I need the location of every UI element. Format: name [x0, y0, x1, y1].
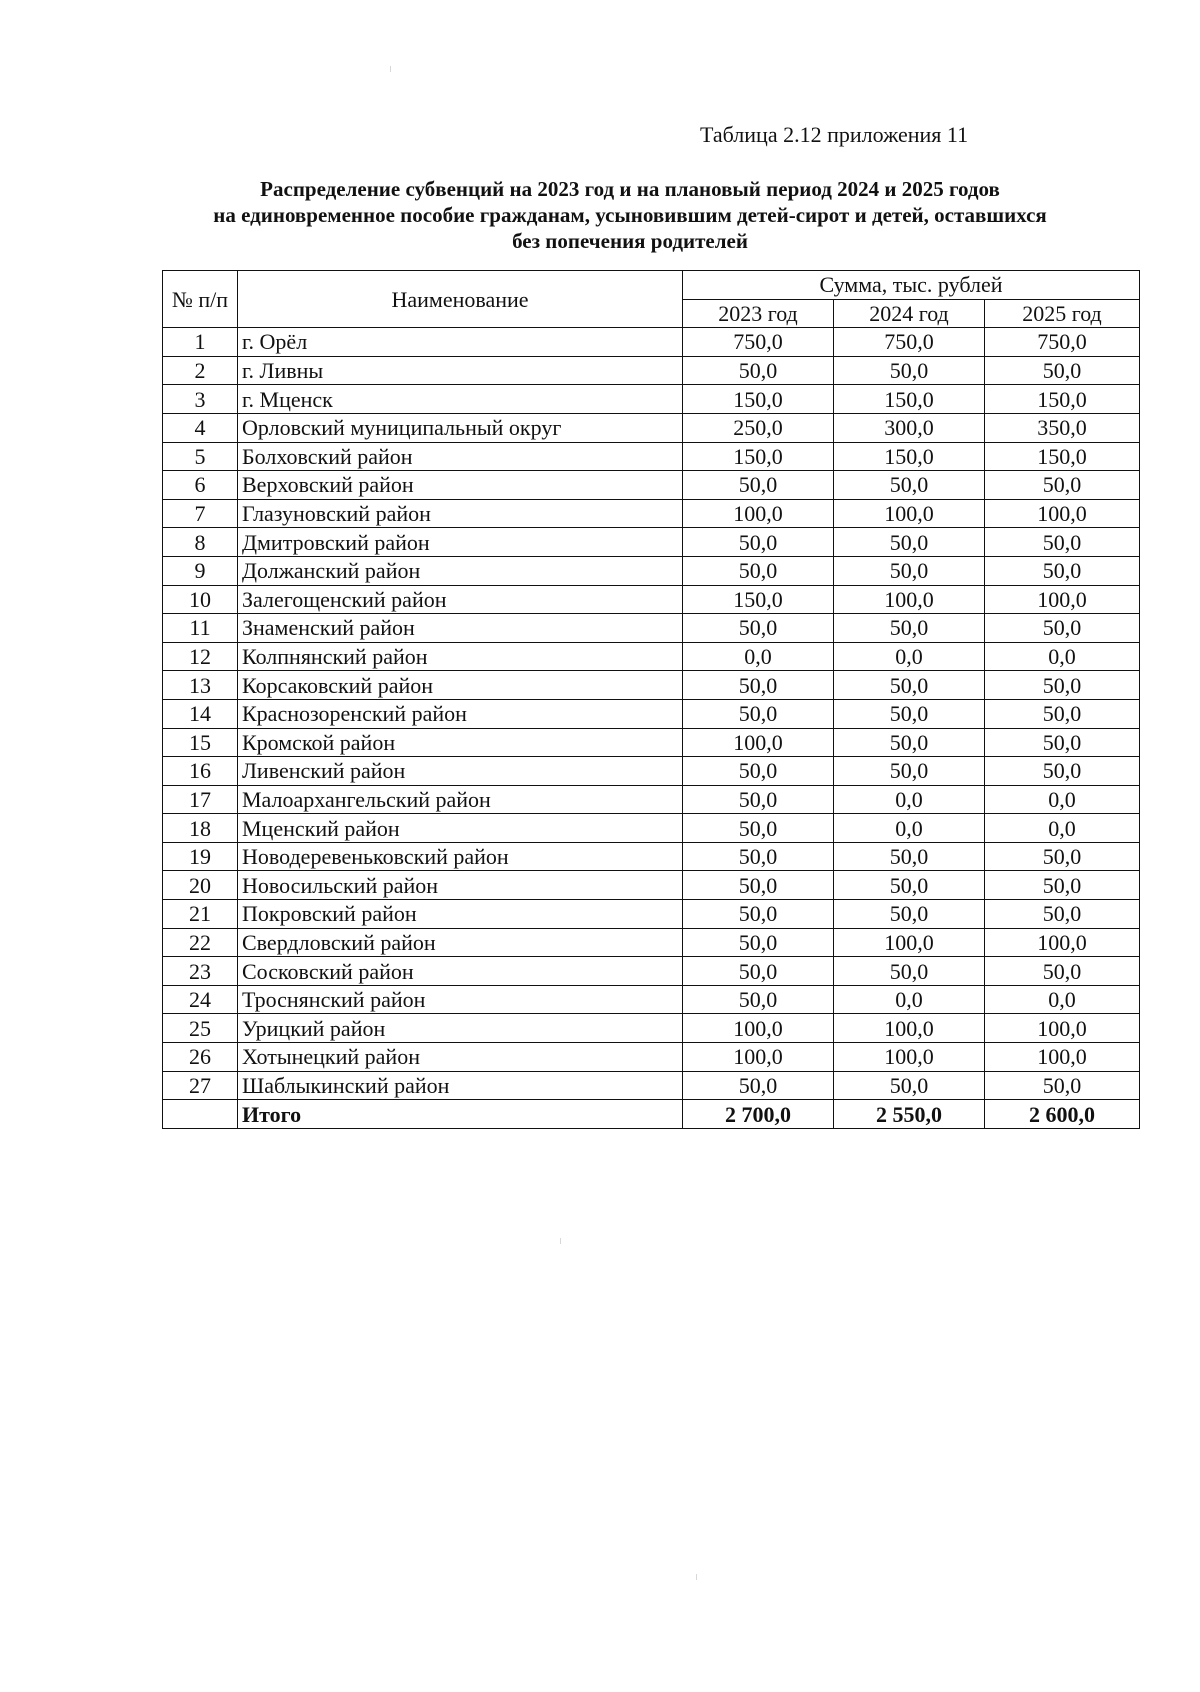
row-value-2025: 50,0: [985, 528, 1140, 557]
row-value-2023: 50,0: [683, 471, 834, 500]
table-row: [163, 442, 1140, 471]
row-value-2024: 50,0: [834, 671, 985, 700]
row-value-2024: 0,0: [834, 814, 985, 843]
subvention-table: [162, 270, 1140, 1129]
row-number: 2: [163, 356, 238, 385]
table-row: [163, 757, 1140, 786]
row-value-2025: 50,0: [985, 556, 1140, 585]
row-value-2025: 100,0: [985, 928, 1140, 957]
row-value-2024: 50,0: [834, 471, 985, 500]
row-number: 1: [163, 328, 238, 357]
row-value-2023: 50,0: [683, 757, 834, 786]
total-value-2024: 2 550,0: [834, 1100, 985, 1129]
row-value-2025: 50,0: [985, 1071, 1140, 1100]
row-value-2025: 50,0: [985, 957, 1140, 986]
row-value-2023: 150,0: [683, 585, 834, 614]
total-value-2023: 2 700,0: [683, 1100, 834, 1129]
total-number: [163, 1100, 238, 1129]
row-value-2023: 50,0: [683, 985, 834, 1014]
row-number: 25: [163, 1014, 238, 1043]
row-value-2023: 50,0: [683, 356, 834, 385]
row-value-2023: 250,0: [683, 413, 834, 442]
table-row: [163, 985, 1140, 1014]
row-number: 15: [163, 728, 238, 757]
row-value-2023: 0,0: [683, 642, 834, 671]
row-value-2023: 100,0: [683, 1043, 834, 1072]
row-number: 8: [163, 528, 238, 557]
row-value-2025: 50,0: [985, 356, 1140, 385]
table-row: [163, 699, 1140, 728]
row-name: Глазуновский район: [238, 499, 683, 528]
row-number: 7: [163, 499, 238, 528]
row-number: 26: [163, 1043, 238, 1072]
title-line: на единовременное пособие гражданам, усыновившим детей-сирот и детей, оставшихся: [213, 203, 1047, 227]
row-number: 21: [163, 900, 238, 929]
row-number: 20: [163, 871, 238, 900]
row-value-2025: 350,0: [985, 413, 1140, 442]
row-number: 5: [163, 442, 238, 471]
row-value-2024: 50,0: [834, 614, 985, 643]
row-name: Корсаковский район: [238, 671, 683, 700]
header-name: Наименование: [238, 271, 683, 328]
row-value-2024: 100,0: [834, 928, 985, 957]
row-number: 17: [163, 785, 238, 814]
row-value-2024: 50,0: [834, 1071, 985, 1100]
row-name: Хотынецкий район: [238, 1043, 683, 1072]
table-row: [163, 1071, 1140, 1100]
row-value-2023: 50,0: [683, 1071, 834, 1100]
row-value-2024: 0,0: [834, 642, 985, 671]
row-name: Ливенский район: [238, 757, 683, 786]
row-value-2025: 0,0: [985, 642, 1140, 671]
scan-artifact: [560, 1238, 561, 1244]
document-title: [140, 176, 1120, 254]
row-value-2025: 50,0: [985, 614, 1140, 643]
table-row: [163, 871, 1140, 900]
table-row: [163, 1043, 1140, 1072]
row-value-2023: 50,0: [683, 957, 834, 986]
row-value-2025: 50,0: [985, 728, 1140, 757]
row-number: 6: [163, 471, 238, 500]
row-name: Верховский район: [238, 471, 683, 500]
row-number: 10: [163, 585, 238, 614]
row-name: Орловский муниципальный округ: [238, 413, 683, 442]
row-value-2025: 50,0: [985, 671, 1140, 700]
row-name: Троснянский район: [238, 985, 683, 1014]
row-value-2025: 0,0: [985, 785, 1140, 814]
row-number: 18: [163, 814, 238, 843]
row-name: Шаблыкинский район: [238, 1071, 683, 1100]
row-name: г. Орёл: [238, 328, 683, 357]
row-value-2023: 50,0: [683, 785, 834, 814]
table-row: [163, 671, 1140, 700]
row-number: 4: [163, 413, 238, 442]
row-name: Болховский район: [238, 442, 683, 471]
row-value-2025: 100,0: [985, 1014, 1140, 1043]
row-value-2023: 50,0: [683, 928, 834, 957]
table-row: [163, 842, 1140, 871]
row-name: Должанский район: [238, 556, 683, 585]
row-value-2024: 50,0: [834, 900, 985, 929]
row-name: Новосильский район: [238, 871, 683, 900]
row-value-2025: 750,0: [985, 328, 1140, 357]
row-value-2023: 50,0: [683, 528, 834, 557]
row-value-2023: 100,0: [683, 499, 834, 528]
row-value-2025: 100,0: [985, 585, 1140, 614]
row-number: 9: [163, 556, 238, 585]
row-value-2023: 100,0: [683, 1014, 834, 1043]
row-number: 13: [163, 671, 238, 700]
row-number: 12: [163, 642, 238, 671]
row-value-2023: 50,0: [683, 871, 834, 900]
table-row: [163, 499, 1140, 528]
total-value-2025: 2 600,0: [985, 1100, 1140, 1129]
table-row: [163, 957, 1140, 986]
row-value-2024: 100,0: [834, 585, 985, 614]
table-row: [163, 642, 1140, 671]
row-value-2024: 50,0: [834, 871, 985, 900]
row-value-2024: 50,0: [834, 842, 985, 871]
row-value-2025: 50,0: [985, 900, 1140, 929]
row-value-2024: 300,0: [834, 413, 985, 442]
table-row: [163, 471, 1140, 500]
row-value-2024: 0,0: [834, 785, 985, 814]
row-name: Урицкий район: [238, 1014, 683, 1043]
row-value-2024: 100,0: [834, 499, 985, 528]
table-row: [163, 900, 1140, 929]
table-body: [163, 328, 1140, 1129]
row-value-2024: 150,0: [834, 442, 985, 471]
row-value-2024: 150,0: [834, 385, 985, 414]
row-value-2024: 50,0: [834, 528, 985, 557]
table-row: [163, 528, 1140, 557]
row-number: 14: [163, 699, 238, 728]
row-name: Колпнянский район: [238, 642, 683, 671]
row-name: Свердловский район: [238, 928, 683, 957]
row-number: 16: [163, 757, 238, 786]
table-row: [163, 785, 1140, 814]
scan-artifact: [390, 66, 391, 72]
row-value-2024: 750,0: [834, 328, 985, 357]
table-reference: Таблица 2.12 приложения 11: [700, 122, 969, 147]
table-row: [163, 728, 1140, 757]
row-value-2024: 50,0: [834, 699, 985, 728]
row-value-2023: 50,0: [683, 556, 834, 585]
row-name: г. Мценск: [238, 385, 683, 414]
header-year-2024: 2024 год: [834, 299, 985, 328]
table-row: [163, 814, 1140, 843]
table-row: [163, 556, 1140, 585]
row-value-2023: 50,0: [683, 699, 834, 728]
row-value-2023: 750,0: [683, 328, 834, 357]
row-name: Краснозоренский район: [238, 699, 683, 728]
row-name: Кромской район: [238, 728, 683, 757]
row-name: Малоархангельский район: [238, 785, 683, 814]
row-number: 11: [163, 614, 238, 643]
table-row: [163, 928, 1140, 957]
table-row: [163, 356, 1140, 385]
row-value-2024: 50,0: [834, 957, 985, 986]
row-name: Дмитровский район: [238, 528, 683, 557]
row-number: 22: [163, 928, 238, 957]
table-row: [163, 385, 1140, 414]
row-value-2025: 50,0: [985, 699, 1140, 728]
row-value-2023: 50,0: [683, 671, 834, 700]
row-name: Покровский район: [238, 900, 683, 929]
row-value-2025: 50,0: [985, 471, 1140, 500]
row-number: 27: [163, 1071, 238, 1100]
row-value-2023: 150,0: [683, 442, 834, 471]
row-name: Знаменский район: [238, 614, 683, 643]
table-row: [163, 328, 1140, 357]
row-value-2025: 50,0: [985, 842, 1140, 871]
table-row: [163, 413, 1140, 442]
row-value-2025: 150,0: [985, 442, 1140, 471]
row-value-2023: 50,0: [683, 842, 834, 871]
row-number: 23: [163, 957, 238, 986]
header-year-2023: 2023 год: [683, 299, 834, 328]
row-value-2024: 0,0: [834, 985, 985, 1014]
row-value-2025: 50,0: [985, 871, 1140, 900]
row-value-2025: 100,0: [985, 499, 1140, 528]
row-name: Залегощенский район: [238, 585, 683, 614]
row-name: Новодеревеньковский район: [238, 842, 683, 871]
table-row: [163, 614, 1140, 643]
row-number: 19: [163, 842, 238, 871]
row-value-2023: 50,0: [683, 614, 834, 643]
row-value-2023: 50,0: [683, 814, 834, 843]
row-number: 24: [163, 985, 238, 1014]
row-value-2025: 0,0: [985, 985, 1140, 1014]
scan-artifact: [696, 1574, 697, 1580]
row-value-2024: 100,0: [834, 1043, 985, 1072]
total-name: Итого: [238, 1100, 683, 1129]
table-row: [163, 1014, 1140, 1043]
row-value-2025: 0,0: [985, 814, 1140, 843]
row-value-2024: 50,0: [834, 556, 985, 585]
row-value-2025: 50,0: [985, 757, 1140, 786]
total-row: [163, 1100, 1140, 1129]
row-name: г. Ливны: [238, 356, 683, 385]
row-value-2024: 50,0: [834, 356, 985, 385]
title-line: Распределение субвенций на 2023 год и на плановый период 2024 и 2025 годов: [260, 177, 1000, 201]
header-sum-group: Сумма, тыс. рублей: [683, 271, 1140, 300]
row-value-2025: 150,0: [985, 385, 1140, 414]
row-value-2024: 50,0: [834, 728, 985, 757]
title-line: без попечения родителей: [512, 229, 748, 253]
row-number: 3: [163, 385, 238, 414]
row-value-2024: 50,0: [834, 757, 985, 786]
row-value-2024: 100,0: [834, 1014, 985, 1043]
header-number: № п/п: [163, 271, 238, 328]
row-value-2025: 100,0: [985, 1043, 1140, 1072]
row-name: Сосковский район: [238, 957, 683, 986]
table-row: [163, 585, 1140, 614]
header-year-2025: 2025 год: [985, 299, 1140, 328]
row-value-2023: 150,0: [683, 385, 834, 414]
row-name: Мценский район: [238, 814, 683, 843]
row-value-2023: 100,0: [683, 728, 834, 757]
row-value-2023: 50,0: [683, 900, 834, 929]
